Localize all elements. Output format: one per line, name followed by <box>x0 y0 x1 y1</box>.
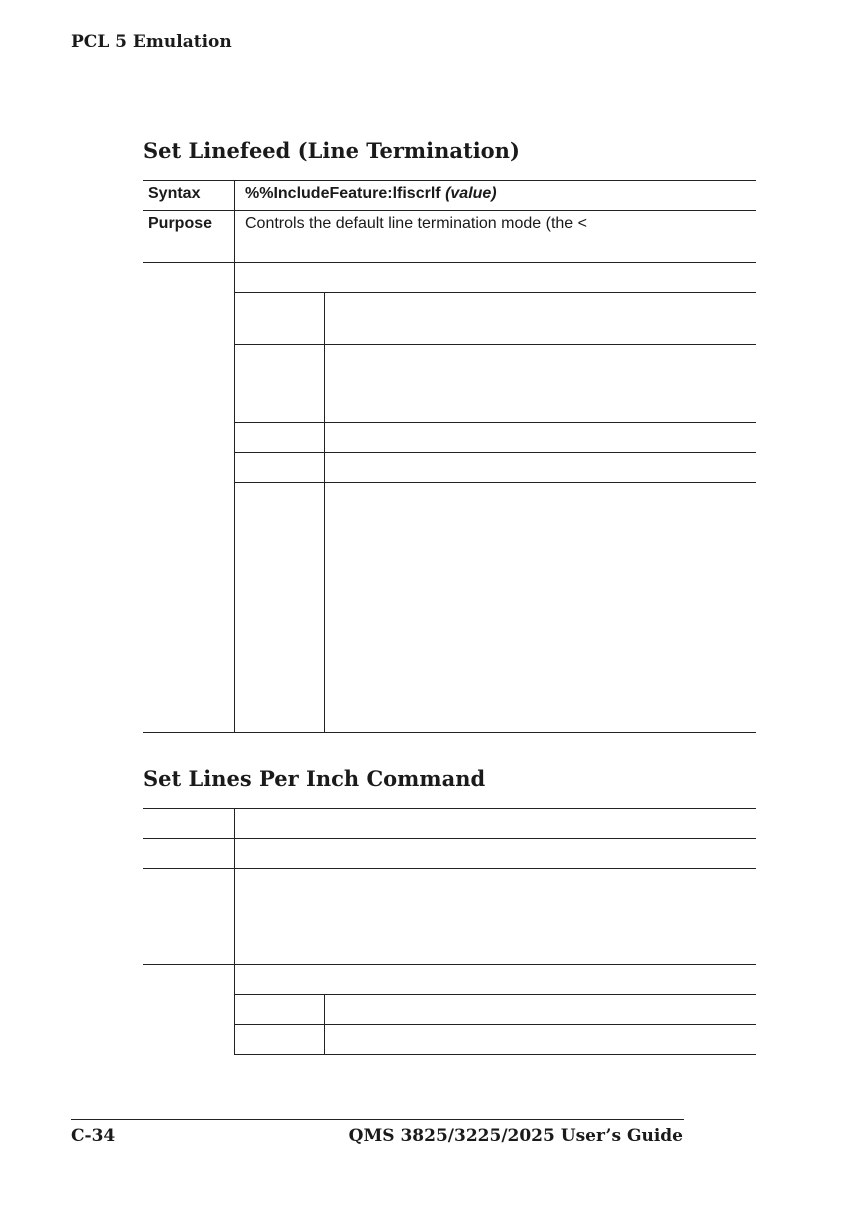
section-title-lines-per-inch: Set Lines Per Inch Command <box>143 766 486 791</box>
table-rule <box>234 422 756 423</box>
purpose-text: Controls the default line termination mode (the < <box>245 215 587 232</box>
table-rule <box>234 808 235 1054</box>
syntax-label: Syntax <box>148 185 201 202</box>
table-rule <box>234 1024 756 1025</box>
table-rule <box>234 452 756 453</box>
table-rule <box>324 994 325 1054</box>
syntax-param: (value) <box>445 185 497 202</box>
table-rule <box>234 344 756 345</box>
footer-rule <box>71 1119 684 1120</box>
table-rule <box>234 482 756 483</box>
table-rule <box>143 732 756 733</box>
table-rule <box>234 180 235 732</box>
table-rule <box>234 292 756 293</box>
running-header: PCL 5 Emulation <box>71 32 232 52</box>
guide-title: QMS 3825/3225/2025 User’s Guide <box>348 1126 683 1146</box>
purpose-label: Purpose <box>148 215 213 232</box>
section-title-set-linefeed: Set Linefeed (Line Termination) <box>143 138 520 163</box>
syntax-command: %%IncludeFeature:lfiscrlf <box>245 185 441 202</box>
syntax-value <box>245 185 497 203</box>
table-rule <box>234 994 756 995</box>
table-rule <box>234 1054 756 1055</box>
page-number: C-34 <box>71 1126 116 1146</box>
table-rule <box>324 292 325 732</box>
